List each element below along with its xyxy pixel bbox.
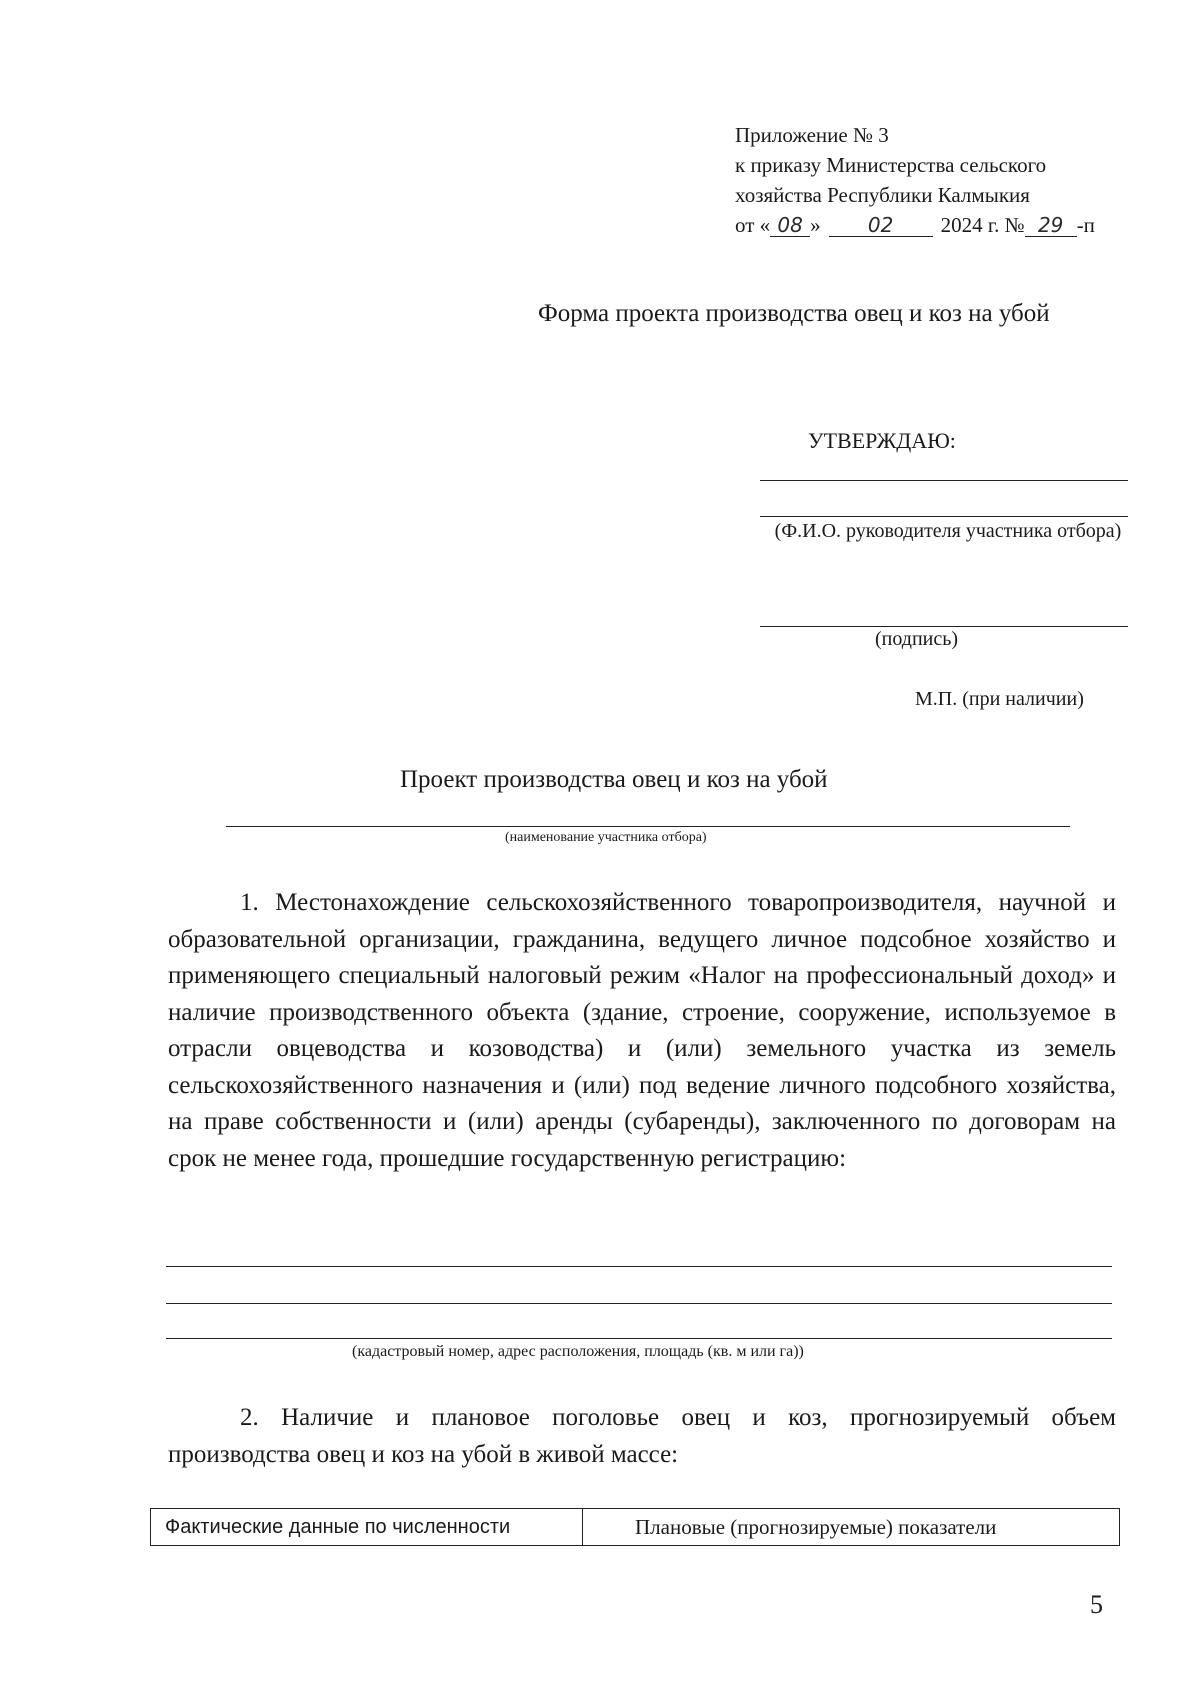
approval-blank-line-1 <box>760 480 1128 481</box>
appendix-date-line <box>735 210 1155 240</box>
order-suffix: -п <box>1076 213 1095 237</box>
cadastral-line-2 <box>166 1303 1112 1304</box>
appendix-header <box>735 120 1155 240</box>
table-header-planned: Плановые (прогнозируемые) показатели <box>635 1515 997 1539</box>
handwritten-order-number: 29 <box>1025 214 1077 237</box>
date-prefix: от « <box>735 213 771 237</box>
fio-caption: (Ф.И.О. руководителя участника отбора) <box>774 520 1122 542</box>
appendix-order-ref: к приказу Министерства сельского <box>735 153 1047 177</box>
approval-title: УТВЕРЖДАЮ: <box>808 428 956 453</box>
cadastral-line-3 <box>166 1338 1112 1339</box>
section-1-text: 1. Местонахождение сельскохозяйственного товаропроизводителя, научной и образовательной организации, гражданина, ведущего личное подсобное хозяйство и применяющего специальный налоговый режим «Налог на профессиональный доход» и наличие производственного объекта (здание, строение, сооружение, используемое в отрасли овцеводства и козоводства) и (или) земельного участка из земель сельскохозяйственного назначения и (или) под ведение личного подсобного хозяйства, на праве собственности и (или) аренды (субаренды), заключенного по договорам на срок не менее года, прошедшие государственную регистрацию: <box>168 889 1116 1172</box>
date-year: 2024 г. № <box>940 213 1025 237</box>
handwritten-day: 08 <box>770 214 810 237</box>
page-number: 5 <box>1090 1590 1103 1619</box>
seal-caption: М.П. (при наличии) <box>915 688 1084 710</box>
project-title: Проект производства овец и коз на убой <box>400 766 828 793</box>
form-title: Форма проекта производства овец и коз на убой <box>538 300 1050 327</box>
handwritten-month: 02 <box>829 214 933 237</box>
participant-caption: (наименование участника отбора) <box>505 830 707 845</box>
date-day-close: » <box>810 213 821 237</box>
cadastral-caption: (кадастровый номер, адрес расположения, площадь (кв. м или га)) <box>352 1343 804 1360</box>
cadastral-line-1 <box>166 1266 1112 1267</box>
livestock-table-header <box>150 1508 1120 1546</box>
appendix-number: Приложение № 3 <box>735 123 889 147</box>
signature-caption: (подпись) <box>875 628 959 650</box>
signature-line <box>760 626 1128 627</box>
participant-name-line <box>226 826 1070 827</box>
table-header-actual: Фактические данные по численности <box>151 1509 583 1545</box>
section-2-text: 2. Наличие и плановое поголовье овец и коз, прогнозируемый объем производства овец и коз на убой в живой массе: <box>168 1404 1116 1468</box>
appendix-ministry: хозяйства Республики Калмыкия <box>735 183 1030 207</box>
